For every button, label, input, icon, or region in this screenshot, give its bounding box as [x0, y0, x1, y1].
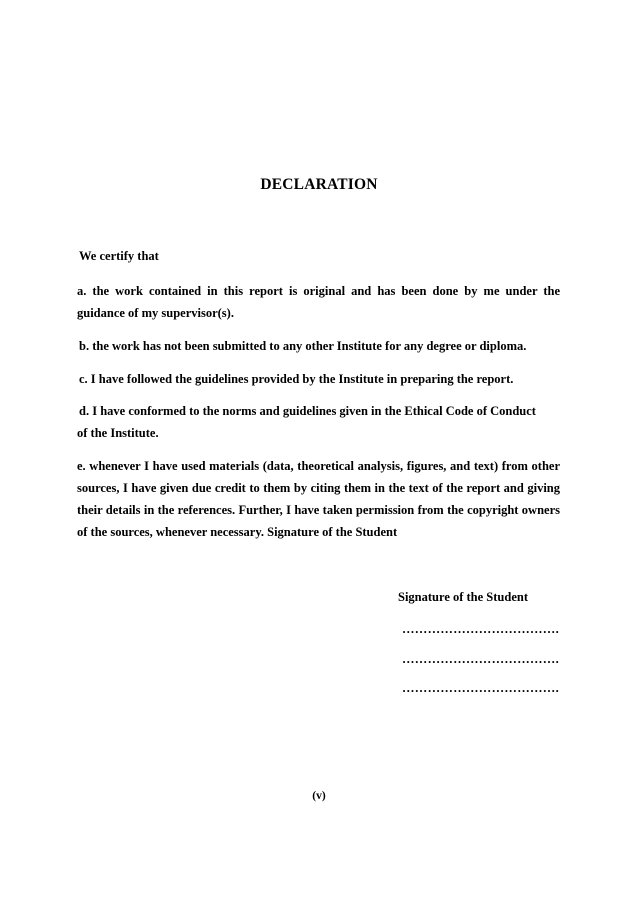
declaration-item-b: b. the work has not been submitted to any other Institute for any degree or diploma.: [79, 339, 527, 353]
declaration-item-d-text: d. I have conformed to the norms and guidelines given in the Ethical Code of Conduct: [79, 404, 536, 418]
signature-line: ……………………………….: [402, 681, 560, 695]
intro-text: We certify that: [79, 249, 159, 263]
declaration-item-d-continuation: of the Institute.: [77, 426, 159, 440]
declaration-item-a: a. the work contained in this report is original and has been done by me under the guidance of my supervisor(s).: [77, 284, 560, 320]
declaration-item-c: c. I have followed the guidelines provided by the Institute in preparing the report.: [79, 372, 514, 386]
signature-label: Signature of the Student: [398, 590, 528, 604]
signature-line: ……………………………….: [402, 652, 560, 666]
declaration-item-e: e. whenever I have used materials (data, theoretical analysis, figures, and text) from other sources, I have given due credit to them by citing them in the text of the report and giving their details in the references. Further, I have taken permission from the copyright owners of the sources, whenever necessary. Signature of the Student: [77, 459, 560, 539]
page-title: DECLARATION: [260, 176, 378, 193]
declaration-item-d: [79, 400, 560, 444]
signature-line: ……………………………….: [402, 622, 560, 636]
page-number: (v): [312, 790, 326, 802]
